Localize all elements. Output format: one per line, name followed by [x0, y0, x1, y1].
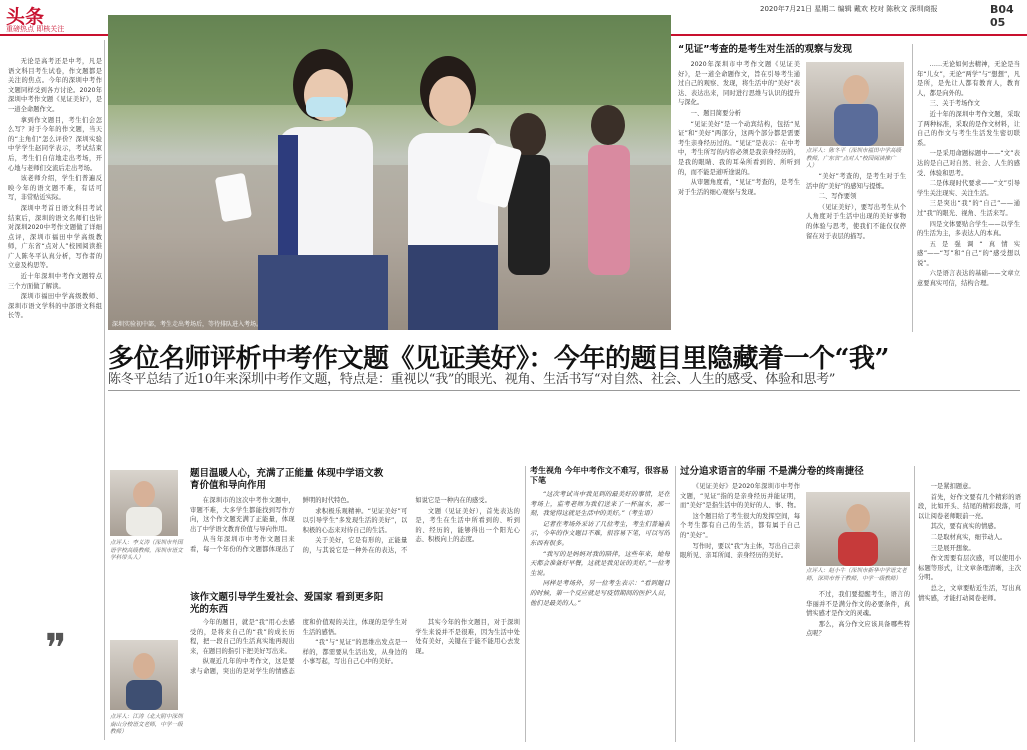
left-paragraph: 深圳中考首日语文科目考试结束后，深圳的语文名师们也针对深圳2020中考作文题做了详细点评，深圳市福田中学高级教师，广东省“点对人”校园阅读推广人陈冬平认真分析，写作者的立意及构思等。	[8, 204, 102, 270]
top-right-article-body-2	[806, 172, 906, 332]
article-paragraph: 文题（见证美好），首先表达的是，考生在生活中所看到的、听到的、经历的，能够得出一个阳光心态、积极向上的态度。	[415, 507, 520, 544]
left-paragraph: 深圳市福田中学高级教师、深圳市语文学科的中部语文科组长等。	[8, 293, 102, 320]
column-divider	[104, 40, 105, 740]
article-paragraph: 在深圳市的这次中考作文题中，审题不难，大多学生都能找到写作方向，这个作文题充满了正能量，体现出了中学语文教育价值与导向作用。	[190, 497, 295, 533]
article-b-title: 该作文题引导学生爱社会、爱国家 看到更多阳光的东西	[190, 592, 384, 615]
far-right-paragraph: 近十年的深圳中考作文题，采取了两种标准，采取的是作文材料，让自己的作文与考生生活发生密切联系。	[917, 110, 1020, 147]
left-column	[8, 57, 102, 677]
article-a-body	[190, 496, 520, 556]
article-d-body-2	[806, 590, 910, 742]
article-paragraph: 首先，好作文要有几个精彩的语段，比如开头、结尾的精彩段落，可以让阅卷老师眼前一亮。	[918, 493, 1021, 520]
dateline: 2020年7月21日 星期二 编辑 戴欢 校对 陈秋文 深圳商报	[760, 5, 938, 13]
article-paragraph: 其实今年的作文题目，对于深圳学生来说并不是很难，因为生活中处处有美好，关键在于能不能用心去发现。	[415, 619, 520, 655]
students-illustration	[108, 15, 671, 330]
article-paragraph: “这次考试当中我见到的最美好的事情，是在考场上，监考老师为我们送来了一杯温水，那一刻，我觉得这就是生活中的美好。”（考生语）	[530, 491, 670, 518]
portrait-zhao-xiaoniu	[806, 492, 910, 566]
article-b-body	[190, 618, 520, 742]
article-paragraph: 这个题目给了考生很大的发挥空间，每个考生都有自己的生活，都有属于自己的“美好”。	[680, 512, 800, 539]
article-paragraph: 写作时，要以“我”为主体，写出自己亲眼所见、亲耳所闻、亲身经历的美好。	[680, 542, 800, 560]
column-divider	[914, 466, 915, 742]
far-right-paragraph: 三是突出“我”的“自己”——通过“我”的眼光、视角、生活来写。	[917, 200, 1020, 217]
article-paragraph: 2020年深圳市中考作文题《见证美好》，是一道全命题作文，旨在引导考生通过自己的观察、发现，将生活中的“美好”表达、表达出来，同时进行思维与认识的提升与深化。	[678, 61, 800, 107]
portrait-illustration	[110, 470, 178, 536]
article-paragraph: 关于美好，它是有形的，正能量的，与其说它是一种外在的表达，不如说它是一种内在的感受。	[302, 497, 491, 554]
portrait-li-yitao	[110, 470, 178, 536]
article-paragraph: “我”与“见证”的思维出发点是一样的，都需要从生活出发，从身边的小事写起，写出自己心中的美好。	[302, 639, 408, 666]
article-paragraph: 同样是考场外，另一位考生表示：“看到题目的时候，第一个反应就是写疫情期间的医护人员，他们是最美的人。”	[530, 580, 670, 607]
article-paragraph: 不过，我们要提醒考生，语言的华丽并不是满分作文的必要条件，真情实感才是作文的灵魂。	[806, 591, 910, 618]
far-right-paragraph: 五是强调“真情实感”——“写”和“自己”的“感受想以说”。	[917, 240, 1020, 267]
article-paragraph: 一是紧扣题意。	[930, 483, 975, 490]
article-d-body-1	[680, 482, 800, 742]
article-paragraph: （见证美好），要写出考生从个人角度对于生活中出现的美好事物的体验与思考，使我们不能仅仅停留在对于表层的描写。	[806, 203, 906, 240]
article-paragraph: 总之，文章要贴近生活，写出真情实感，才能打动阅卷老师。	[918, 584, 1021, 602]
article-paragraph: 求积极乐观精神。“见证美好”可以引导学生“多发现生活的美好”，以积极的心态来对待自己的生活。	[302, 507, 408, 534]
column-divider	[675, 466, 676, 742]
left-paragraph: 该老师介绍，学生们普遍反映今年的语文题不难，有话可写，非常贴近实际。	[8, 175, 102, 202]
column-divider	[912, 44, 913, 332]
portrait-caption: 点评人：赵小牛（深圳市新华中学语文老师，深圳市骨干教师，中学一级教师）	[806, 568, 907, 582]
far-right-paragraph: 二是体现时代要求——“文”引导学生关注现实、关注生活。	[917, 180, 1020, 197]
portrait-illustration	[806, 492, 910, 566]
section-title: 头条	[6, 6, 45, 28]
article-paragraph: “美好”考查的，是考生对于生活中的“美好”的感知与提炼。	[806, 173, 906, 190]
left-paragraph: 拿到作文题目，考生们会怎么写？对于今年的作文题，当天的“主角们”怎么评价？深圳实验中学学生赵同学表示，考试结束后，考生们自信地走出考场，开心地与老师们交流后走出考场。	[8, 116, 102, 172]
article-a-title: 题目温暖人心，充满了正能量 体现中学语文教育价值和导向作用	[190, 468, 384, 491]
headline-rule	[108, 390, 1020, 391]
portrait-jiang-tao	[110, 640, 178, 710]
top-right-article-body-1	[678, 60, 800, 332]
portrait-chen-dongping	[806, 62, 904, 146]
hero-photo	[108, 15, 671, 330]
portrait-caption: 点评人：陈冬平（深圳市福田中学高级教师，广东省“点对人”校园阅读推广人）	[806, 148, 902, 170]
article-paragraph: 从审题角度看，“见证”考查的，是考生对于生活的细心观察与发现。	[678, 179, 800, 196]
main-headline: 多位名师评析中考作文题《见证美好》：今年的题目里隐藏着一个“我”	[108, 344, 889, 374]
portrait-illustration	[806, 62, 904, 146]
article-paragraph: 今年的题目，就是“我”用心去感受的，是将来自己的“我”的成长历程，把一段自己的生活真实地再现出来，在题目的指引下把美好写出来。	[190, 619, 295, 655]
article-e-body	[918, 482, 1021, 742]
article-d-title: 过分追求语言的华丽 不是满分卷的终南捷径	[680, 466, 864, 477]
article-paragraph: 二、写作要领	[818, 193, 857, 201]
far-right-column	[917, 60, 1020, 332]
article-paragraph: 那么，高分作文应该具备哪些特点呢？	[806, 620, 910, 638]
far-right-paragraph: 三、关于考场作文	[929, 100, 980, 108]
quote-mark-icon: ❞	[45, 626, 67, 672]
far-right-paragraph: 四是文体要贴合学生——以学生的生活为主，多表达人的本真。	[917, 220, 1020, 238]
main-subheadline: 陈冬平总结了近10年来深圳中考作文题，特点是：重视以“我”的眼光、视角、生活书写“对自然、社会、人生的感受、体验和思考”	[108, 372, 836, 387]
portrait-caption: 点评人：江涛（北大附中深圳南山分校语文老师，中学一级教师）	[110, 714, 183, 736]
article-paragraph: 其次，要有真实的情感。	[930, 523, 1000, 531]
article-paragraph: 纵观近几年的中考作文，这是要求与命题，突出的是对学生的情感态度和价值观的关注，体现的是学生对生活的感悟。	[190, 619, 408, 675]
far-right-paragraph: 一是采用命题标题中——“文”表达的是自己对自然、社会、人生的感受、体验和思考。	[917, 150, 1020, 177]
far-right-paragraph: ……无论如何去精神，无论是当年“儿女”，无论“两学”与“想想”，凡是所，是先让人都有教育人，教育人，都是向外的。	[917, 61, 1020, 97]
far-right-paragraph: 六是语言表达的基础——文章立意要真实可信，结构合理。	[917, 270, 1020, 288]
article-paragraph: 记者在考场外采访了几位考生，考生们普遍表示，今年的作文题目不难，很容易下笔，可以写的东西有很多。	[530, 520, 670, 547]
article-paragraph: “见证美好”是一个动宾结构，包括“见证”和“美好”两部分，这两个部分都是需要考生亲身经历过的。“见证”是表示：在中考中，考生所写的内容必须是我亲身经历的，是我的眼睛、我的耳朵所看到的、所听到的，而不能是道听途说的。	[678, 120, 800, 176]
portrait-illustration	[110, 640, 178, 710]
portrait-caption: 点评人：李义涛（深圳市外国语学校高级教师，深圳市语文学科带头人）	[110, 540, 183, 562]
article-paragraph: 二是取材真实，细节动人。	[930, 533, 1007, 541]
article-c-title: 考生视角 今年中考作文不难写，很容易下笔	[530, 466, 669, 485]
photo-caption: 深圳实验初中部，考生走出考场后，等待排队进入考场。	[112, 321, 263, 328]
article-paragraph: 《见证美好》是2020年深圳市中考作文题，“见证”指的是亲身经历并能证明，而“美好”是指生活中的美好的人、事、物。	[680, 483, 800, 510]
article-paragraph: “我写的是妈妈对我的陪伴，这些年来，她每天都会准备好早餐，这就是我见证的美好。”一位考生说。	[530, 550, 670, 577]
article-paragraph: 一、题目简要分析	[690, 109, 741, 117]
left-paragraph: 无论是高考还是中考，凡是语文科目考生试卷，作文题都是关注的焦点。今年的深圳中考作文题同样受到各方讨论。2020年深圳中考作文题《见证美好》，是一道全命题作文。	[8, 58, 102, 113]
article-c-body	[530, 490, 670, 742]
article-paragraph: 从当年深圳市中考作文题目来看，每一个年份的作文题都体现出了鲜明的时代特色。	[190, 497, 354, 553]
article-paragraph: 三是展开想象。	[930, 544, 975, 552]
page-number: B04 05	[990, 3, 1014, 29]
article-paragraph: 作文需要有层次感，可以使用小标题等形式，让文章条理清晰，主次分明。	[918, 555, 1021, 582]
top-right-article-title: “见证”考查的是考生对生活的观察与发现	[678, 44, 852, 55]
left-paragraph: 近十年深圳中考作文题特点三个方面做了解读。	[8, 273, 102, 290]
section-subtitle: 重磅热点 即核关注	[6, 25, 65, 33]
column-divider	[525, 466, 526, 742]
